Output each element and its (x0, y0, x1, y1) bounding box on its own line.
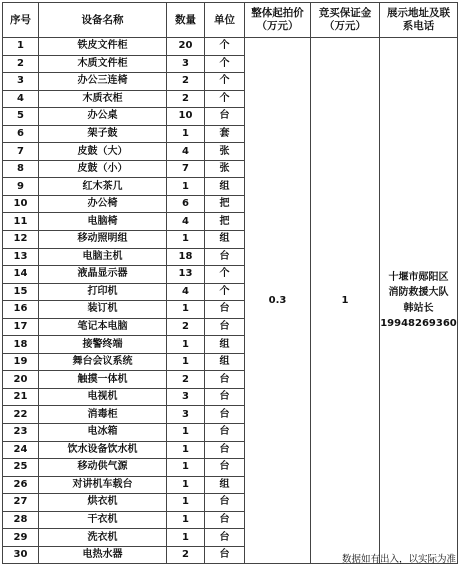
cell-name: 木质文件柜 (39, 55, 167, 73)
header-contact (380, 3, 458, 38)
merged-price: 0.3 (245, 38, 311, 564)
cell-unit: 套 (205, 125, 245, 143)
cell-index: 1 (3, 38, 39, 56)
cell-qty: 1 (167, 301, 205, 319)
contact-line: 消防救援大队 (388, 287, 449, 299)
cell-qty: 13 (167, 266, 205, 284)
cell-name: 装订机 (39, 301, 167, 319)
cell-qty: 1 (167, 476, 205, 494)
cell-index: 5 (3, 108, 39, 126)
cell-name: 液晶显示器 (39, 266, 167, 284)
header-deposit-line2: （万元） (324, 20, 366, 32)
cell-qty: 3 (167, 55, 205, 73)
cell-index: 28 (3, 511, 39, 529)
cell-name: 舞台会议系统 (39, 353, 167, 371)
cell-unit: 组 (205, 476, 245, 494)
cell-unit: 台 (205, 441, 245, 459)
cell-qty: 4 (167, 143, 205, 161)
cell-index: 11 (3, 213, 39, 231)
cell-index: 26 (3, 476, 39, 494)
cell-unit: 组 (205, 178, 245, 196)
cell-index: 3 (3, 73, 39, 91)
merged-contact (380, 38, 458, 564)
cell-index: 10 (3, 195, 39, 213)
header-price (245, 3, 311, 38)
cell-qty: 1 (167, 125, 205, 143)
cell-name: 架子鼓 (39, 125, 167, 143)
cell-index: 9 (3, 178, 39, 196)
cell-index: 12 (3, 231, 39, 249)
cell-name: 饮水设备饮水机 (39, 441, 167, 459)
cell-index: 25 (3, 459, 39, 477)
contact-line: 19948269360 (380, 318, 457, 330)
cell-index: 30 (3, 546, 39, 564)
cell-unit: 台 (205, 546, 245, 564)
cell-qty: 3 (167, 388, 205, 406)
cell-name: 办公三连椅 (39, 73, 167, 91)
cell-unit: 台 (205, 301, 245, 319)
cell-qty: 3 (167, 406, 205, 424)
cell-index: 8 (3, 160, 39, 178)
cell-unit: 个 (205, 55, 245, 73)
cell-name: 皮鼓（小） (39, 160, 167, 178)
table-header-row (3, 3, 458, 38)
cell-index: 29 (3, 529, 39, 547)
cell-unit: 个 (205, 266, 245, 284)
footnote: 数据如有出入，以实际为准 (341, 554, 456, 565)
cell-name: 烘衣机 (39, 494, 167, 512)
cell-qty: 4 (167, 283, 205, 301)
cell-name: 红木茶几 (39, 178, 167, 196)
cell-index: 22 (3, 406, 39, 424)
cell-qty: 1 (167, 353, 205, 371)
cell-name: 打印机 (39, 283, 167, 301)
header-price-line2: （万元） (256, 20, 299, 32)
contact-line: 十堰市郧阳区 (388, 271, 449, 283)
cell-qty: 6 (167, 195, 205, 213)
cell-name: 木质衣柜 (39, 90, 167, 108)
cell-index: 15 (3, 283, 39, 301)
cell-qty: 1 (167, 441, 205, 459)
cell-index: 18 (3, 336, 39, 354)
cell-index: 27 (3, 494, 39, 512)
cell-name: 笔记本电脑 (39, 318, 167, 336)
cell-index: 6 (3, 125, 39, 143)
cell-qty: 1 (167, 424, 205, 442)
cell-unit: 张 (205, 143, 245, 161)
header-price-line1: 整体起拍价 (251, 7, 304, 20)
cell-name: 对讲机车载台 (39, 476, 167, 494)
cell-index: 13 (3, 248, 39, 266)
merged-deposit: 1 (311, 38, 380, 564)
cell-name: 洗衣机 (39, 529, 167, 547)
cell-qty: 1 (167, 529, 205, 547)
header-deposit-line1: 竞买保证金 (318, 7, 372, 20)
cell-qty: 2 (167, 73, 205, 91)
cell-qty: 1 (167, 178, 205, 196)
cell-name: 移动照明组 (39, 231, 167, 249)
cell-qty: 1 (167, 494, 205, 512)
cell-index: 14 (3, 266, 39, 284)
cell-qty: 4 (167, 213, 205, 231)
cell-unit: 台 (205, 371, 245, 389)
equipment-table (2, 2, 458, 564)
cell-index: 19 (3, 353, 39, 371)
cell-qty: 20 (167, 38, 205, 56)
cell-index: 23 (3, 424, 39, 442)
cell-unit: 把 (205, 213, 245, 231)
cell-qty: 2 (167, 371, 205, 389)
cell-index: 20 (3, 371, 39, 389)
cell-unit: 台 (205, 406, 245, 424)
cell-unit: 台 (205, 108, 245, 126)
cell-qty: 10 (167, 108, 205, 126)
cell-qty: 2 (167, 546, 205, 564)
cell-unit: 组 (205, 336, 245, 354)
cell-qty: 2 (167, 90, 205, 108)
cell-qty: 2 (167, 318, 205, 336)
cell-unit: 把 (205, 195, 245, 213)
header-qty: 数量 (167, 3, 205, 38)
cell-index: 24 (3, 441, 39, 459)
cell-name: 电视机 (39, 388, 167, 406)
cell-unit: 个 (205, 90, 245, 108)
cell-unit: 台 (205, 318, 245, 336)
table-row (3, 38, 458, 56)
cell-unit: 台 (205, 494, 245, 512)
cell-unit: 台 (205, 529, 245, 547)
table-body (3, 38, 458, 564)
cell-index: 21 (3, 388, 39, 406)
cell-name: 触摸一体机 (39, 371, 167, 389)
cell-name: 接警终端 (39, 336, 167, 354)
cell-qty: 7 (167, 160, 205, 178)
cell-unit: 台 (205, 459, 245, 477)
cell-unit: 个 (205, 73, 245, 91)
cell-name: 铁皮文件柜 (39, 38, 167, 56)
cell-index: 7 (3, 143, 39, 161)
cell-name: 皮鼓（大） (39, 143, 167, 161)
cell-qty: 1 (167, 511, 205, 529)
cell-name: 电热水器 (39, 546, 167, 564)
cell-unit: 组 (205, 231, 245, 249)
cell-unit: 组 (205, 353, 245, 371)
cell-unit: 张 (205, 160, 245, 178)
header-index: 序号 (3, 3, 39, 38)
cell-unit: 个 (205, 283, 245, 301)
cell-name: 消毒柜 (39, 406, 167, 424)
cell-qty: 18 (167, 248, 205, 266)
cell-unit: 台 (205, 424, 245, 442)
cell-unit: 台 (205, 248, 245, 266)
cell-index: 2 (3, 55, 39, 73)
header-unit: 单位 (205, 3, 245, 38)
cell-qty: 1 (167, 336, 205, 354)
cell-name: 电脑椅 (39, 213, 167, 231)
header-contact-line1: 展示地址及联 (387, 7, 450, 20)
cell-unit: 台 (205, 388, 245, 406)
cell-index: 16 (3, 301, 39, 319)
cell-index: 4 (3, 90, 39, 108)
cell-name: 办公桌 (39, 108, 167, 126)
cell-name: 电冰箱 (39, 424, 167, 442)
cell-index: 17 (3, 318, 39, 336)
cell-qty: 1 (167, 459, 205, 477)
header-name: 设备名称 (39, 3, 167, 38)
contact-line: 韩站长 (403, 302, 434, 314)
cell-unit: 个 (205, 38, 245, 56)
cell-name: 办公椅 (39, 195, 167, 213)
header-deposit (311, 3, 380, 38)
cell-name: 电脑主机 (39, 248, 167, 266)
cell-name: 干衣机 (39, 511, 167, 529)
cell-name: 移动供气源 (39, 459, 167, 477)
cell-qty: 1 (167, 231, 205, 249)
cell-unit: 台 (205, 511, 245, 529)
header-contact-line2: 系电话 (402, 20, 435, 32)
